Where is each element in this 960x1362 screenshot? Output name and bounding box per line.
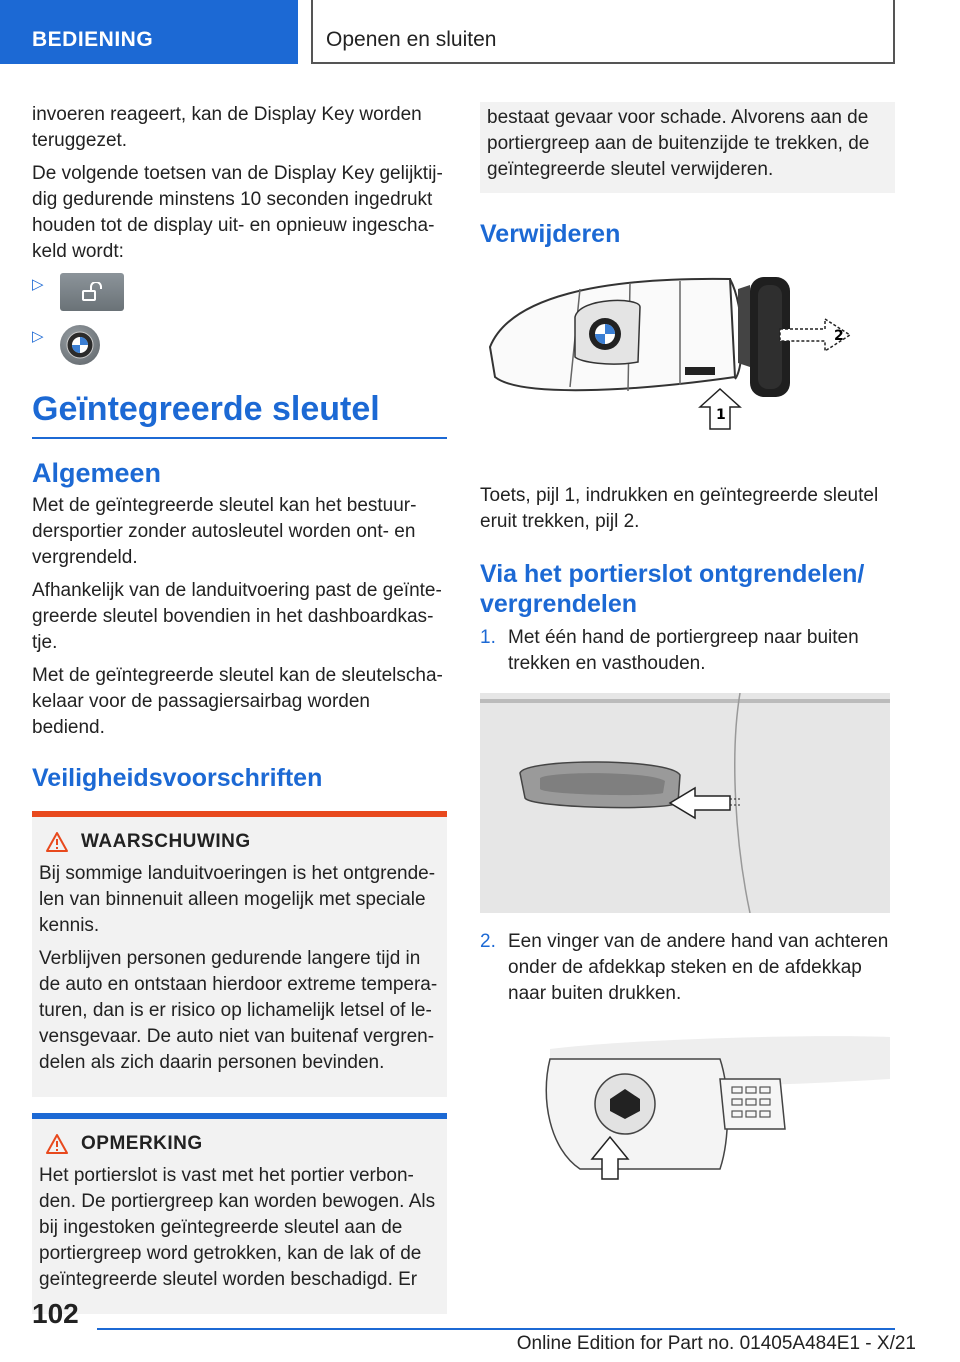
arrow-label-2: 2 [834, 328, 844, 344]
step-number: 2. [480, 931, 496, 952]
bullet-unlock-key [32, 273, 447, 311]
footer-edition: Online Edition for Part no. 01405A484E1 - X/21 [516, 1333, 916, 1354]
remove-instruction: Toets, pijl 1, indrukken en geïntegreerde sleutel eruit trekken, pijl 2. [480, 485, 879, 532]
arrow-label-1: 1 [716, 407, 726, 423]
main-heading: Geïntegreerde sleutel [32, 387, 447, 439]
general-paragraph-1: Met de geïntegreerde sleutel kan het bestuurdersportier zonder autosleutel worden ont- en vergrendeld. [32, 495, 417, 568]
unlock-padlock-icon [79, 282, 105, 302]
note-triangle-icon [45, 1133, 69, 1155]
steps-list-1 [480, 625, 895, 677]
note-paragraph-1: Het portierslot is vast met het portier verbonden. De portiergreep kan worden bewogen. Als bij ingestoken geïntegreerde sleutel aan de portiergreep word getrokken, kan de lak of de geïntegreerde sleutel worden beschadigd. Er [39, 1165, 436, 1290]
left-column [32, 102, 447, 1330]
key-removal-illustration [480, 267, 895, 467]
section-tab [0, 0, 298, 64]
warning-triangle-icon [45, 831, 69, 853]
note-continuation: bestaat gevaar voor schade. Alvorens aan de portiergreep aan de buitenzijde te trekken, de geïntegreerde sleutel verwijderen. [487, 107, 870, 180]
steps-list-2 [480, 929, 895, 1007]
general-paragraph-3: Met de geïntegreerde sleutel kan de sleutelschakelaar voor de passagiersairbag worden bediend. [32, 665, 443, 738]
intro-paragraph-1: invoeren reageert, kan de Display Key worden teruggezet. [32, 104, 422, 151]
step-1 [480, 625, 895, 677]
bmw-logo-button-image [60, 325, 100, 365]
bullet-bmw-key [32, 325, 447, 365]
cover-cap-figure [480, 1029, 890, 1189]
door-handle-illustration [480, 693, 890, 913]
chapter-tab [311, 0, 895, 64]
triangle-bullet-icon: ▷ [32, 328, 44, 345]
footer-rule [97, 1328, 895, 1330]
note-box [32, 1113, 447, 1314]
general-paragraph-2: Afhankelijk van de landuitvoering past de geïntegreerde sleutel bovendien in het dashboardkastje. [32, 580, 442, 653]
warning-paragraph-1: Bij sommige landuitvoeringen is het ontgrendelen van binnenuit alleen mogelijk met speciale kennis. [39, 863, 436, 936]
page-number: 102 [32, 1298, 79, 1329]
intro-paragraph-2: De volgende toetsen van de Display Key gelijktijdig gedurende minstens 10 seconden ingedrukt houden tot de display uit- en opnieuw ingeschakeld wordt: [32, 163, 443, 262]
safety-heading: Veiligheidsvoorschriften [32, 764, 323, 792]
warning-paragraph-2: Verblijven personen gedurende langere tijd in de auto en ontstaan hierdoor extreme temperaturen, dan is er risico op lichamelijk letsel of levensgevaar. De auto niet van buitenaf vergrendelen als zich daarin personen bevinden. [39, 948, 438, 1073]
section-title: BEDIENING [32, 28, 154, 51]
door-handle-figure [480, 693, 890, 913]
unlock-key-button-image [60, 273, 124, 311]
warning-box [32, 811, 447, 1097]
triangle-bullet-icon: ▷ [32, 276, 44, 293]
remove-heading: Verwijderen [480, 220, 621, 248]
key-removal-figure [480, 267, 895, 467]
right-column [480, 102, 895, 1189]
lock-heading: Via het portierslot ontgrendelen/ vergrendelen [480, 560, 865, 618]
step-number: 1. [480, 627, 496, 648]
note-label: OPMERKING [81, 1133, 203, 1154]
step-text: Een vinger van de andere hand van achteren onder de afdekkap steken en de afdekkap naar buiten drukken. [508, 931, 889, 1004]
bmw-roundel-icon [66, 331, 94, 359]
chapter-title: Openen en sluiten [326, 28, 497, 51]
note-continuation-box [480, 102, 895, 193]
subheading-general: Algemeen [32, 458, 162, 488]
step-2 [480, 929, 895, 1007]
cover-cap-illustration [480, 1029, 890, 1189]
step-text: Met één hand de portiergreep naar buiten trekken en vasthouden. [508, 627, 859, 674]
warning-label: WAARSCHUWING [81, 831, 251, 852]
